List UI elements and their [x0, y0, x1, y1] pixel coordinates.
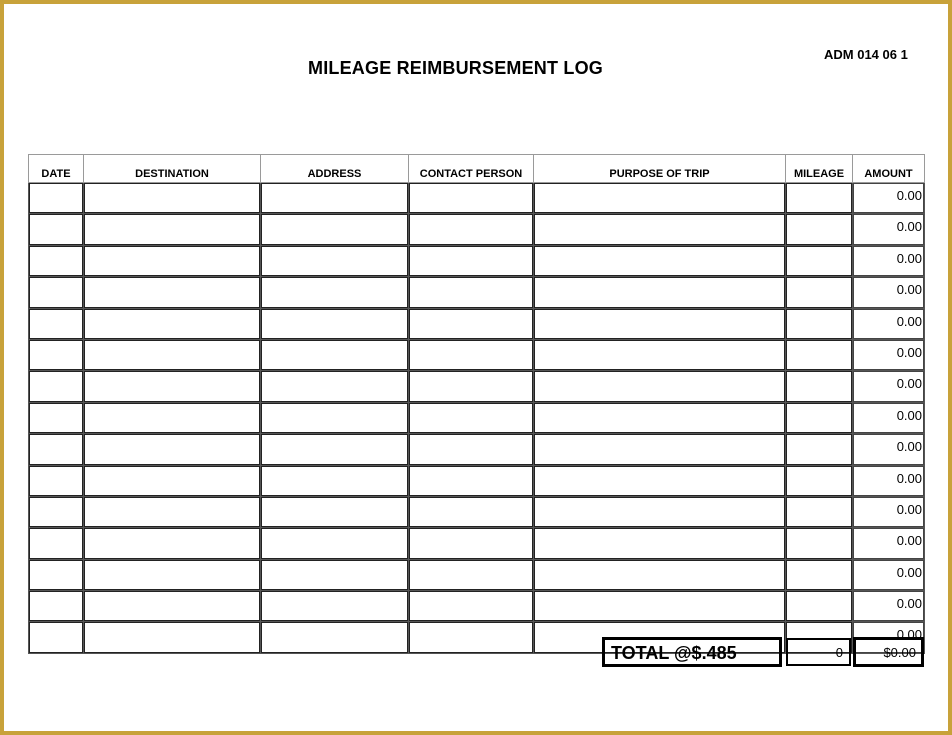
- contact-person-cell[interactable]: [409, 214, 534, 245]
- contact-person-cell[interactable]: [409, 308, 534, 339]
- amount-cell: 0.00: [853, 591, 925, 622]
- mileage-cell[interactable]: [786, 214, 853, 245]
- amount-cell: 0.00: [853, 434, 925, 465]
- date-cell[interactable]: [29, 214, 84, 245]
- destination-cell[interactable]: [84, 591, 261, 622]
- purpose-of-trip-cell[interactable]: [534, 591, 786, 622]
- mileage-cell[interactable]: [786, 465, 853, 496]
- date-cell[interactable]: [29, 465, 84, 496]
- address-cell[interactable]: [261, 214, 409, 245]
- mileage-cell[interactable]: [786, 308, 853, 339]
- contact-person-cell[interactable]: [409, 559, 534, 590]
- table-row: [29, 183, 925, 214]
- address-cell[interactable]: [261, 591, 409, 622]
- mileage-cell[interactable]: [786, 277, 853, 308]
- table-header-row: [29, 155, 925, 183]
- table-row: [29, 308, 925, 339]
- destination-cell[interactable]: [84, 559, 261, 590]
- contact-person-cell[interactable]: [409, 277, 534, 308]
- column-header-date: DATE: [29, 155, 84, 183]
- page-title: MILEAGE REIMBURSEMENT LOG: [308, 58, 604, 78]
- destination-cell[interactable]: [84, 528, 261, 559]
- mileage-cell[interactable]: [786, 339, 853, 370]
- date-cell[interactable]: [29, 245, 84, 276]
- table-row: [29, 339, 925, 370]
- date-cell[interactable]: [29, 559, 84, 590]
- table-row: [29, 496, 925, 527]
- destination-cell[interactable]: [84, 465, 261, 496]
- mileage-cell[interactable]: [786, 528, 853, 559]
- amount-cell: 0.00: [853, 308, 925, 339]
- purpose-of-trip-cell[interactable]: [534, 277, 786, 308]
- amount-cell: 0.00: [853, 402, 925, 433]
- destination-cell[interactable]: [84, 214, 261, 245]
- contact-person-cell[interactable]: [409, 402, 534, 433]
- destination-cell[interactable]: [84, 339, 261, 370]
- date-cell[interactable]: [29, 371, 84, 402]
- amount-cell: 0.00: [853, 371, 925, 402]
- destination-cell[interactable]: [84, 402, 261, 433]
- purpose-of-trip-cell[interactable]: [534, 559, 786, 590]
- date-cell[interactable]: [29, 434, 84, 465]
- column-header-mileage: MILEAGE: [786, 155, 853, 183]
- address-cell[interactable]: [261, 183, 409, 214]
- contact-person-cell[interactable]: [409, 245, 534, 276]
- purpose-of-trip-cell[interactable]: [534, 308, 786, 339]
- table-row: [29, 277, 925, 308]
- contact-person-cell[interactable]: [409, 371, 534, 402]
- destination-cell[interactable]: [84, 308, 261, 339]
- mileage-cell[interactable]: [786, 371, 853, 402]
- amount-cell: 0.00: [853, 245, 925, 276]
- table-row: [29, 434, 925, 465]
- address-cell[interactable]: [261, 465, 409, 496]
- table-row: [29, 402, 925, 433]
- destination-cell[interactable]: [84, 277, 261, 308]
- contact-person-cell[interactable]: [409, 622, 534, 653]
- purpose-of-trip-cell[interactable]: [534, 528, 786, 559]
- contact-person-cell[interactable]: [409, 591, 534, 622]
- contact-person-cell[interactable]: [409, 496, 534, 527]
- total-amount: $0.00: [853, 637, 924, 667]
- table-row: [29, 245, 925, 276]
- address-cell[interactable]: [261, 622, 409, 653]
- column-header-amount: AMOUNT: [853, 155, 925, 183]
- purpose-of-trip-cell[interactable]: [534, 496, 786, 527]
- purpose-of-trip-cell[interactable]: [534, 402, 786, 433]
- amount-cell: 0.00: [853, 622, 925, 653]
- table-row: [29, 214, 925, 245]
- address-cell[interactable]: [261, 277, 409, 308]
- total-mileage[interactable]: 0: [786, 638, 851, 666]
- mileage-cell[interactable]: [786, 245, 853, 276]
- amount-cell: 0.00: [853, 465, 925, 496]
- purpose-of-trip-cell[interactable]: [534, 183, 786, 214]
- column-header-destination: DESTINATION: [84, 155, 261, 183]
- date-cell[interactable]: [29, 339, 84, 370]
- address-cell[interactable]: [261, 402, 409, 433]
- date-cell[interactable]: [29, 591, 84, 622]
- destination-cell[interactable]: [84, 622, 261, 653]
- mileage-cell[interactable]: [786, 183, 853, 214]
- address-cell[interactable]: [261, 528, 409, 559]
- mileage-cell[interactable]: [786, 591, 853, 622]
- total-label: TOTAL @$.485: [602, 637, 782, 667]
- address-cell[interactable]: [261, 496, 409, 527]
- date-cell[interactable]: [29, 622, 84, 653]
- table-row: [29, 591, 925, 622]
- purpose-of-trip-cell[interactable]: [534, 339, 786, 370]
- date-cell[interactable]: [29, 496, 84, 527]
- purpose-of-trip-cell[interactable]: [534, 371, 786, 402]
- mileage-cell[interactable]: [786, 496, 853, 527]
- date-cell[interactable]: [29, 277, 84, 308]
- table-row: [29, 559, 925, 590]
- address-cell[interactable]: [261, 339, 409, 370]
- purpose-of-trip-cell[interactable]: [534, 245, 786, 276]
- contact-person-cell[interactable]: [409, 183, 534, 214]
- contact-person-cell[interactable]: [409, 465, 534, 496]
- address-cell[interactable]: [261, 371, 409, 402]
- address-cell[interactable]: [261, 308, 409, 339]
- amount-cell: 0.00: [853, 559, 925, 590]
- destination-cell[interactable]: [84, 371, 261, 402]
- amount-cell: 0.00: [853, 339, 925, 370]
- date-cell[interactable]: [29, 402, 84, 433]
- date-cell[interactable]: [29, 308, 84, 339]
- amount-cell: 0.00: [853, 496, 925, 527]
- purpose-of-trip-cell[interactable]: [534, 465, 786, 496]
- address-cell[interactable]: [261, 559, 409, 590]
- contact-person-cell[interactable]: [409, 528, 534, 559]
- destination-cell[interactable]: [84, 183, 261, 214]
- table-body: [29, 183, 925, 654]
- column-header-address: ADDRESS: [261, 155, 409, 183]
- contact-person-cell[interactable]: [409, 434, 534, 465]
- amount-cell: 0.00: [853, 214, 925, 245]
- address-cell[interactable]: [261, 434, 409, 465]
- table-row: [29, 371, 925, 402]
- purpose-of-trip-cell[interactable]: [534, 214, 786, 245]
- mileage-cell[interactable]: [786, 434, 853, 465]
- amount-cell: 0.00: [853, 183, 925, 214]
- contact-person-cell[interactable]: [409, 339, 534, 370]
- destination-cell[interactable]: [84, 496, 261, 527]
- destination-cell[interactable]: [84, 245, 261, 276]
- purpose-of-trip-cell[interactable]: [534, 434, 786, 465]
- column-header-purpose-of-trip: PURPOSE OF TRIP: [534, 155, 786, 183]
- date-cell[interactable]: [29, 528, 84, 559]
- date-cell[interactable]: [29, 183, 84, 214]
- amount-cell: 0.00: [853, 277, 925, 308]
- column-header-contact-person: CONTACT PERSON: [409, 155, 534, 183]
- address-cell[interactable]: [261, 245, 409, 276]
- mileage-cell[interactable]: [786, 559, 853, 590]
- destination-cell[interactable]: [84, 434, 261, 465]
- mileage-log-table: [28, 154, 925, 654]
- table-row: [29, 528, 925, 559]
- form-code: ADM 014 06 1: [824, 47, 908, 62]
- table-row: [29, 465, 925, 496]
- amount-cell: 0.00: [853, 528, 925, 559]
- mileage-cell[interactable]: [786, 402, 853, 433]
